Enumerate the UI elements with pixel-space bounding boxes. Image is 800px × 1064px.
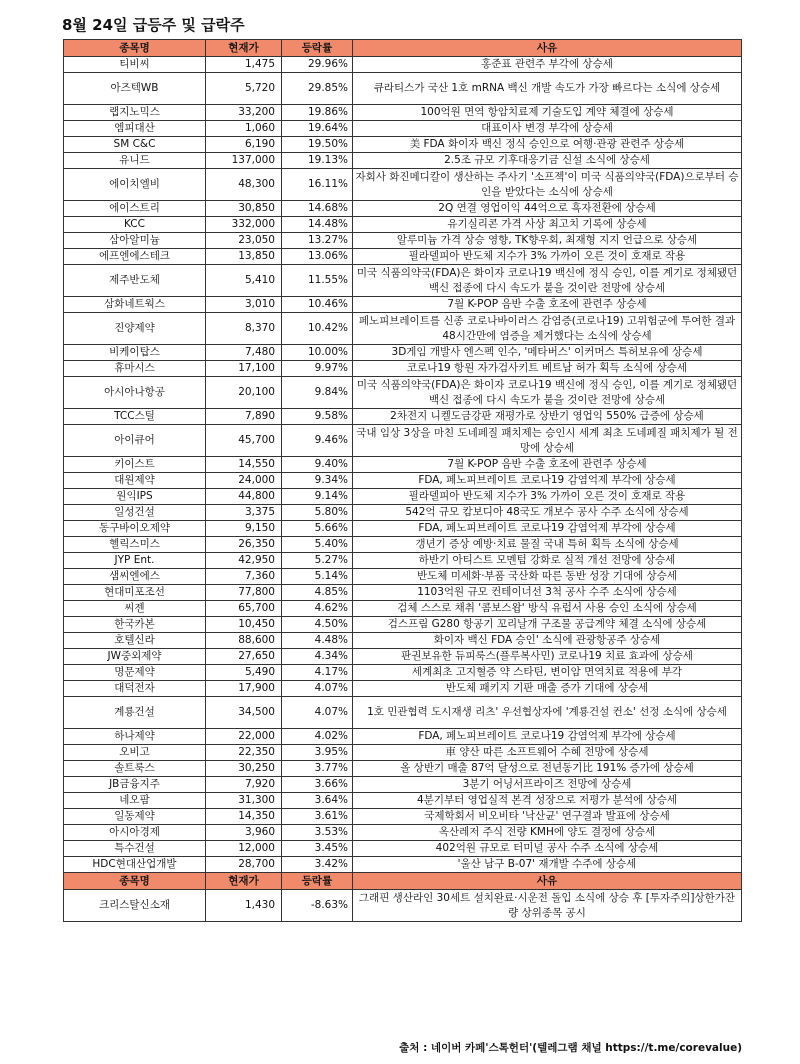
change-rate-cell: 10.42% (282, 313, 353, 345)
losers-body (64, 890, 742, 922)
reason-cell: 옥산레저 주식 전량 KMH에 양도 결정에 상승세 (353, 825, 742, 841)
change-rate-cell: 4.02% (282, 729, 353, 745)
table-row (64, 457, 742, 473)
reason-cell: 반도체 미세화·부품 국산화 따른 동반 성장 기대에 상승세 (353, 569, 742, 585)
price-cell: 1,060 (206, 121, 282, 137)
change-rate-cell: 3.53% (282, 825, 353, 841)
table-row (64, 841, 742, 857)
losers-header-name: 종목명 (64, 873, 206, 890)
change-rate-cell: -8.63% (282, 890, 353, 922)
table-row (64, 425, 742, 457)
reason-cell: 7월 K-POP 음반 수출 호조에 관련주 상승세 (353, 297, 742, 313)
change-rate-cell: 10.00% (282, 345, 353, 361)
change-rate-cell: 9.34% (282, 473, 353, 489)
table-row (64, 633, 742, 649)
losers-header-price: 현재가 (206, 873, 282, 890)
table-row (64, 569, 742, 585)
change-rate-cell: 5.14% (282, 569, 353, 585)
price-cell: 7,360 (206, 569, 282, 585)
change-rate-cell: 9.97% (282, 361, 353, 377)
stock-name-cell: 제주반도체 (64, 265, 206, 297)
header-rate: 등락률 (282, 40, 353, 57)
reason-cell: 1103억원 규모 컨테이너선 3척 공사 수주 소식에 상승세 (353, 585, 742, 601)
table-header-row (64, 40, 742, 57)
change-rate-cell: 13.27% (282, 233, 353, 249)
stock-name-cell: 샘씨엔에스 (64, 569, 206, 585)
price-cell: 6,190 (206, 137, 282, 153)
stock-name-cell: 아시아나항공 (64, 377, 206, 409)
table-row (64, 105, 742, 121)
stock-name-cell: KCC (64, 217, 206, 233)
price-cell: 3,960 (206, 825, 282, 841)
table-row (64, 761, 742, 777)
table-row (64, 697, 742, 729)
stock-name-cell: 대덕전자 (64, 681, 206, 697)
reason-cell: 갱년기 증상 예방·치료 물질 국내 특허 획득 소식에 상승세 (353, 537, 742, 553)
stock-name-cell: 하나제약 (64, 729, 206, 745)
change-rate-cell: 19.50% (282, 137, 353, 153)
stock-name-cell: 엠피대산 (64, 121, 206, 137)
table-row (64, 73, 742, 105)
stock-name-cell: 솔트룩스 (64, 761, 206, 777)
price-cell: 8,370 (206, 313, 282, 345)
reason-cell: 2차전지 니켈도금강판 재평가로 상반기 영업익 550% 급증에 상승세 (353, 409, 742, 425)
price-cell: 332,000 (206, 217, 282, 233)
reason-cell: 필라델피아 반도체 지수가 3% 가까이 오른 것이 호재로 작용 (353, 249, 742, 265)
change-rate-cell: 3.95% (282, 745, 353, 761)
table-row (64, 585, 742, 601)
table-row (64, 890, 742, 922)
price-cell: 3,375 (206, 505, 282, 521)
price-cell: 28,700 (206, 857, 282, 873)
change-rate-cell: 19.64% (282, 121, 353, 137)
reason-cell: 3분기 어닝서프라이즈 전망에 상승세 (353, 777, 742, 793)
table-row (64, 249, 742, 265)
reason-cell: 자회사 화진메디칼이 생산하는 주사기 '소프젝'이 미국 식품의약국(FDA)으로부터 승인을 받았다는 소식에 상승세 (353, 169, 742, 201)
change-rate-cell: 3.42% (282, 857, 353, 873)
price-cell: 5,490 (206, 665, 282, 681)
change-rate-cell: 10.46% (282, 297, 353, 313)
reason-cell: 2.5조 규모 기후대응기금 신설 소식에 상승세 (353, 153, 742, 169)
losers-header-reason: 사유 (353, 873, 742, 890)
table-row (64, 649, 742, 665)
change-rate-cell: 5.40% (282, 537, 353, 553)
reason-cell: 국제학회서 비오비타 '낙산균' 연구결과 발표에 상승세 (353, 809, 742, 825)
price-cell: 7,480 (206, 345, 282, 361)
price-cell: 48,300 (206, 169, 282, 201)
stock-name-cell: 한국카본 (64, 617, 206, 633)
stock-name-cell: 현대미포조선 (64, 585, 206, 601)
stock-name-cell: 대원제약 (64, 473, 206, 489)
table-row (64, 201, 742, 217)
change-rate-cell: 14.48% (282, 217, 353, 233)
price-cell: 77,800 (206, 585, 282, 601)
reason-cell: 하반기 아티스트 모멘텀 강화로 실적 개선 전망에 상승세 (353, 553, 742, 569)
reason-cell: FDA, 페노피브레이트 코로나19 감염억제 부각에 상승세 (353, 473, 742, 489)
stock-name-cell: 일동제약 (64, 809, 206, 825)
stock-name-cell: 삼화네트웍스 (64, 297, 206, 313)
table-row (64, 793, 742, 809)
reason-cell: 홍준표 관련주 부각에 상승세 (353, 57, 742, 73)
table-row (64, 217, 742, 233)
reason-cell: 유기실리콘 가격 사상 최고치 기록에 상승세 (353, 217, 742, 233)
table-row (64, 265, 742, 297)
table-row (64, 377, 742, 409)
header-reason: 사유 (353, 40, 742, 57)
change-rate-cell: 11.55% (282, 265, 353, 297)
stock-name-cell: 아이큐어 (64, 425, 206, 457)
table-row (64, 617, 742, 633)
stock-name-cell: 에이치엘비 (64, 169, 206, 201)
reason-cell: 판권보유한 듀피룩스(플루복사민) 코로나19 치료 효과에 상승세 (353, 649, 742, 665)
reason-cell: 세계최초 고지혈증 약 스타틴, 변이암 면역치료 적용에 부각 (353, 665, 742, 681)
reason-cell: 페노피브레이트를 신종 코로나바이러스 감염증(코로나19) 고위험군에 투여한 결과 48시간만에 염증을 제거했다는 소식에 상승세 (353, 313, 742, 345)
table-row (64, 521, 742, 537)
price-cell: 10,450 (206, 617, 282, 633)
losers-header-rate: 등락률 (282, 873, 353, 890)
stock-name-cell: 유니드 (64, 153, 206, 169)
stock-name-cell: JW중외제약 (64, 649, 206, 665)
table-row (64, 489, 742, 505)
reason-cell: 반도체 패키지 기판 매출 증가 기대에 상승세 (353, 681, 742, 697)
reason-cell: FDA, 페노피브레이트 코로나19 감염억제 부각에 상승세 (353, 521, 742, 537)
price-cell: 13,850 (206, 249, 282, 265)
price-cell: 26,350 (206, 537, 282, 553)
change-rate-cell: 4.50% (282, 617, 353, 633)
table-row (64, 825, 742, 841)
reason-cell: 미국 식품의약국(FDA)은 화이자 코로나19 백신에 정식 승인, 이를 계기로 정체됐던 백신 접종에 다시 속도가 붙을 것이란 전망에 상승세 (353, 377, 742, 409)
change-rate-cell: 4.34% (282, 649, 353, 665)
stock-name-cell: 동구바이오제약 (64, 521, 206, 537)
table-row (64, 57, 742, 73)
stock-name-cell: 씨젠 (64, 601, 206, 617)
price-cell: 1,475 (206, 57, 282, 73)
table-row (64, 409, 742, 425)
stock-table (63, 39, 742, 922)
gainers-body (64, 57, 742, 873)
stock-name-cell: 랩지노믹스 (64, 105, 206, 121)
price-cell: 17,900 (206, 681, 282, 697)
table-row (64, 681, 742, 697)
price-cell: 42,950 (206, 553, 282, 569)
change-rate-cell: 29.85% (282, 73, 353, 105)
reason-cell: 美 FDA 화이자 백신 정식 승인으로 여행·관광 관련주 상승세 (353, 137, 742, 153)
reason-cell: 4분기부터 영업실적 본격 성장으로 저평가 분석에 상승세 (353, 793, 742, 809)
change-rate-cell: 14.68% (282, 201, 353, 217)
stock-name-cell: 아즈텍WB (64, 73, 206, 105)
price-cell: 65,700 (206, 601, 282, 617)
stock-name-cell: SM C&C (64, 137, 206, 153)
table-row (64, 153, 742, 169)
change-rate-cell: 5.80% (282, 505, 353, 521)
table-row (64, 809, 742, 825)
stock-name-cell: 삼아알미늄 (64, 233, 206, 249)
source-credit: 출처 : 네이버 카페'스톡헌터'(텔레그램 채널 https://t.me/corevalue) (399, 1042, 742, 1054)
price-cell: 88,600 (206, 633, 282, 649)
header-name: 종목명 (64, 40, 206, 57)
reason-cell: 올 상반기 매출 87억 달성으로 전년동기比 191% 증가에 상승세 (353, 761, 742, 777)
reason-cell: 미국 식품의약국(FDA)은 화이자 코로나19 백신에 정식 승인, 이를 계기로 정체됐던 백신 접종에 다시 속도가 붙을 것이란 전망에 상승세 (353, 265, 742, 297)
price-cell: 22,350 (206, 745, 282, 761)
reason-cell: 402억원 규모로 터미널 공사 수주 소식에 상승세 (353, 841, 742, 857)
stock-name-cell: 오비고 (64, 745, 206, 761)
change-rate-cell: 9.14% (282, 489, 353, 505)
stock-name-cell: 크리스탈신소재 (64, 890, 206, 922)
table-row (64, 121, 742, 137)
price-cell: 14,550 (206, 457, 282, 473)
reason-cell: 필라델피아 반도체 지수가 3% 가까이 오른 것이 호재로 작용 (353, 489, 742, 505)
table-row (64, 857, 742, 873)
change-rate-cell: 9.46% (282, 425, 353, 457)
stock-name-cell: 계룡건설 (64, 697, 206, 729)
reason-cell: 그래핀 생산라인 30세트 설치완료·시운전 돌입 소식에 상승 후 [투자주의]상한가잔량 상위종목 공시 (353, 890, 742, 922)
change-rate-cell: 9.58% (282, 409, 353, 425)
price-cell: 33,200 (206, 105, 282, 121)
change-rate-cell: 4.07% (282, 697, 353, 729)
table-row (64, 137, 742, 153)
page-title: 8월 24일 급등주 및 급락주 (62, 16, 245, 34)
reason-cell: 542억 규모 캄보디아 48국도 개보수 공사 수주 소식에 상승세 (353, 505, 742, 521)
losers-header-row (64, 873, 742, 890)
change-rate-cell: 9.40% (282, 457, 353, 473)
price-cell: 44,800 (206, 489, 282, 505)
stock-name-cell: 휴마시스 (64, 361, 206, 377)
reason-cell: 큐라티스가 국산 1호 mRNA 백신 개발 속도가 가장 빠르다는 소식에 상승세 (353, 73, 742, 105)
stock-name-cell: 원익IPS (64, 489, 206, 505)
table-row (64, 665, 742, 681)
table-row (64, 777, 742, 793)
price-cell: 7,890 (206, 409, 282, 425)
table-row (64, 169, 742, 201)
stock-name-cell: 특수건설 (64, 841, 206, 857)
stock-name-cell: JYP Ent. (64, 553, 206, 569)
change-rate-cell: 9.84% (282, 377, 353, 409)
table-row (64, 297, 742, 313)
change-rate-cell: 19.86% (282, 105, 353, 121)
price-cell: 14,350 (206, 809, 282, 825)
price-cell: 12,000 (206, 841, 282, 857)
reason-cell: 국내 임상 3상을 마친 도네페질 패치제는 승인시 세계 최초 도네페질 패치제가 될 전망에 상승세 (353, 425, 742, 457)
stock-name-cell: 명문제약 (64, 665, 206, 681)
stock-name-cell: 진양제약 (64, 313, 206, 345)
reason-cell: 코로나19 항원 자가검사키트 베트남 허가 획득 소식에 상승세 (353, 361, 742, 377)
price-cell: 34,500 (206, 697, 282, 729)
reason-cell: 100억원 면역 항암치료제 기술도입 계약 체결에 상승세 (353, 105, 742, 121)
change-rate-cell: 4.48% (282, 633, 353, 649)
stock-name-cell: 일성건설 (64, 505, 206, 521)
change-rate-cell: 3.66% (282, 777, 353, 793)
reason-cell: 검스프림 G280 항공기 꼬리날개 구조물 공급계약 체결 소식에 상승세 (353, 617, 742, 633)
reason-cell: 알루미늄 가격 상승 영향, TK향우회, 최재형 지지 언급으로 상승세 (353, 233, 742, 249)
stock-name-cell: 아시아경제 (64, 825, 206, 841)
price-cell: 9,150 (206, 521, 282, 537)
stock-name-cell: 에이스트리 (64, 201, 206, 217)
reason-cell: 대표이사 변경 부각에 상승세 (353, 121, 742, 137)
price-cell: 30,250 (206, 761, 282, 777)
reason-cell: 검체 스스로 채취 '콤보스왑' 방식 유럽서 사용 승인 소식에 상승세 (353, 601, 742, 617)
reason-cell: 1호 민관협력 도시재생 리츠' 우선협상자에 '계룡건설 컨소' 선정 소식에 상승세 (353, 697, 742, 729)
change-rate-cell: 5.66% (282, 521, 353, 537)
change-rate-cell: 3.64% (282, 793, 353, 809)
table-row (64, 313, 742, 345)
price-cell: 24,000 (206, 473, 282, 489)
header-price: 현재가 (206, 40, 282, 57)
change-rate-cell: 13.06% (282, 249, 353, 265)
price-cell: 1,430 (206, 890, 282, 922)
change-rate-cell: 16.11% (282, 169, 353, 201)
change-rate-cell: 4.85% (282, 585, 353, 601)
reason-cell: 화이자 백신 FDA 승인' 소식에 관광항공주 상승세 (353, 633, 742, 649)
change-rate-cell: 3.45% (282, 841, 353, 857)
stock-name-cell: 호텔신라 (64, 633, 206, 649)
table-row (64, 505, 742, 521)
change-rate-cell: 3.77% (282, 761, 353, 777)
stock-name-cell: HDC현대산업개발 (64, 857, 206, 873)
reason-cell: 7월 K-POP 음반 수출 호조에 관련주 상승세 (353, 457, 742, 473)
stock-name-cell: TCC스틸 (64, 409, 206, 425)
price-cell: 22,000 (206, 729, 282, 745)
price-cell: 45,700 (206, 425, 282, 457)
stock-name-cell: 비케이탑스 (64, 345, 206, 361)
price-cell: 23,050 (206, 233, 282, 249)
table-row (64, 745, 742, 761)
table-row (64, 233, 742, 249)
price-cell: 5,410 (206, 265, 282, 297)
stock-name-cell: 헬릭스미스 (64, 537, 206, 553)
table-row (64, 345, 742, 361)
reason-cell: '울산 남구 B-07' 재개발 수주에 상승세 (353, 857, 742, 873)
price-cell: 5,720 (206, 73, 282, 105)
stock-name-cell: 네오팜 (64, 793, 206, 809)
change-rate-cell: 4.17% (282, 665, 353, 681)
change-rate-cell: 4.62% (282, 601, 353, 617)
reason-cell: 車 양산 따른 소프트웨어 수혜 전망에 상승세 (353, 745, 742, 761)
price-cell: 30,850 (206, 201, 282, 217)
price-cell: 17,100 (206, 361, 282, 377)
stock-name-cell: 키이스트 (64, 457, 206, 473)
change-rate-cell: 5.27% (282, 553, 353, 569)
table-row (64, 473, 742, 489)
price-cell: 31,300 (206, 793, 282, 809)
table-row (64, 537, 742, 553)
table-row (64, 729, 742, 745)
price-cell: 7,920 (206, 777, 282, 793)
reason-cell: FDA, 페노피브레이트 코로나19 감염억제 부각에 상승세 (353, 729, 742, 745)
price-cell: 20,100 (206, 377, 282, 409)
stock-name-cell: 티비씨 (64, 57, 206, 73)
price-cell: 3,010 (206, 297, 282, 313)
stock-name-cell: 에프엔에스테크 (64, 249, 206, 265)
stock-name-cell: JB금융지주 (64, 777, 206, 793)
table-row (64, 553, 742, 569)
price-cell: 137,000 (206, 153, 282, 169)
change-rate-cell: 4.07% (282, 681, 353, 697)
change-rate-cell: 19.13% (282, 153, 353, 169)
table-row (64, 361, 742, 377)
reason-cell: 3D게임 개발사 엔스펙 인수, '메타버스' 이커머스 특허보유에 상승세 (353, 345, 742, 361)
change-rate-cell: 29.96% (282, 57, 353, 73)
reason-cell: 2Q 연결 영업이익 44억으로 흑자전환에 상승세 (353, 201, 742, 217)
table-row (64, 601, 742, 617)
change-rate-cell: 3.61% (282, 809, 353, 825)
price-cell: 27,650 (206, 649, 282, 665)
